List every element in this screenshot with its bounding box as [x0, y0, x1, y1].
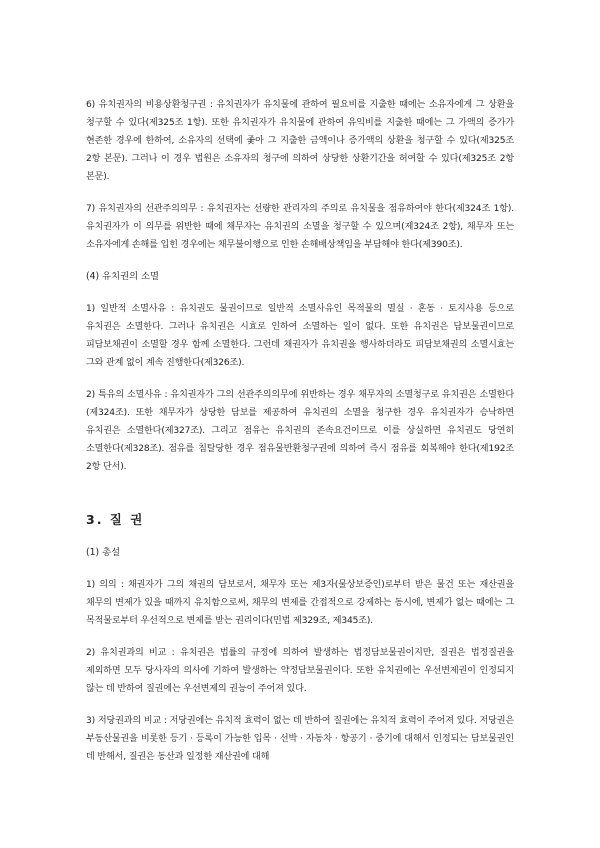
- paragraph-comparison-lien: 2) 유치권과의 비교 : 유치권은 법률의 규정에 의하여 발생하는 법정담보물권이지만, 질권은 법정질권을 제외하면 모두 당사자의 의사에 기하여 발생하는 약정담보물권이다. 또한 유치권에는 우선변제권이 인정되지 않는 데 반하여 질권에는 우선변제의 권능이 주어져 있다.: [86, 648, 514, 694]
- subheading-lien-extinction: (4) 유치권의 소멸: [86, 271, 159, 282]
- paragraph-lien-cost-reimbursement: 6) 유치권자의 비용상환청구권 : 유치권자가 유치물에 관하여 필요비를 지출한 때에는 소유자에게 그 상환을 청구할 수 있다(제325조 1항). 또한 유치권자가 유치물에 관하여 유익비를 지출한 때에는 그 가액의 증가가 현존한 경우에 한하여, 소유자의 선택에 좇아 그 지출한 금액이나 증가액의 상환을 청구할 수 있다(제325조 2항 본문). 그러나 이 경우 법원은 소유자의 청구에 의하여 상당한 상환기간을 허여할 수 있다(제325조 2항 본문).: [86, 100, 514, 182]
- paragraph-special-extinction: 2) 특유의 소멸사유 : 유치권자가 그의 선관주의의무에 위반하는 경우 채무자의 소멸청구로 유치권은 소멸한다(제324조). 또한 채무자가 상당한 담보를 제공하여 유치권의 소멸을 청구한 경우 유치권자가 승낙하면 유치권은 소멸한다(제327조). 그리고 점유는 유치권의 존속요건이므로 이를 상실하면 유치권도 당연히 소멸한다(제328조). 점유를 침탈당한 경우 점유물반환청구권에 의하여 즉시 점유를 회복해야 한다(제192조 2항 단서).: [86, 390, 514, 472]
- paragraph-pledge-definition: 1) 의의 : 채권자가 그의 채권의 담보로서, 채무자 또는 제3자(물상보증인)로부터 받은 물건 또는 재산권을 채무의 변제가 있을 때까지 유치함으로써, 채무의 변제를 간접적으로 강제하는 동시에, 변제가 없는 때에는 그 목적물로부터 우선적으로 변제를 받는 권리이다(민법 제329조, 제345조).: [86, 580, 514, 626]
- document-body: [86, 96, 514, 780]
- subheading-overview: (1) 총설: [86, 547, 121, 558]
- section-heading-pledge: 3. 질 권: [86, 512, 145, 527]
- paragraph-lien-duty-of-care: 7) 유치권자의 선관주의의무 : 유치권자는 선량한 관리자의 주의로 유치물을 점유하여야 한다(제324조 1항). 유치권자가 이 의무를 위반한 때에 채무자는 유치권의 소멸을 청구할 수 있으며(제324조 2항), 채무자 또는 소유자에게 손해를 입힌 경우에는 채무불이행으로 인한 손해배상책임을 부담해야 한다(제390조).: [86, 204, 514, 250]
- paragraph-comparison-mortgage: 3) 저당권과의 비교 : 저당권에는 유치적 효력이 없는 데 반하여 질권에는 유치적 효력이 주어져 있다. 저당권은 부동산물권을 비롯한 등기 · 등록이 가능한 입목 · 선박 · 자동차 · 항공기 · 중기에 대해서 인정되는 담보물권인 데 반해서, 질권은 동산과 일정한 재산권에 대해: [86, 716, 514, 762]
- paragraph-general-extinction: 1) 일반적 소멸사유 : 유치권도 물권이므로 일반적 소멸사유인 목적물의 멸실 · 혼동 · 토지사용 등으로 유치권은 소멸한다. 그러나 유치권은 시효로 인하여 소멸하는 일이 없다. 또한 유치권은 담보물권이므로 피담보채권이 소멸할 경우 함께 소멸한다. 그런데 채권자가 유치권을 행사하더라도 피담보채권의 소멸시효는 그와 관계 없이 계속 진행한다(제326조).: [86, 304, 514, 368]
